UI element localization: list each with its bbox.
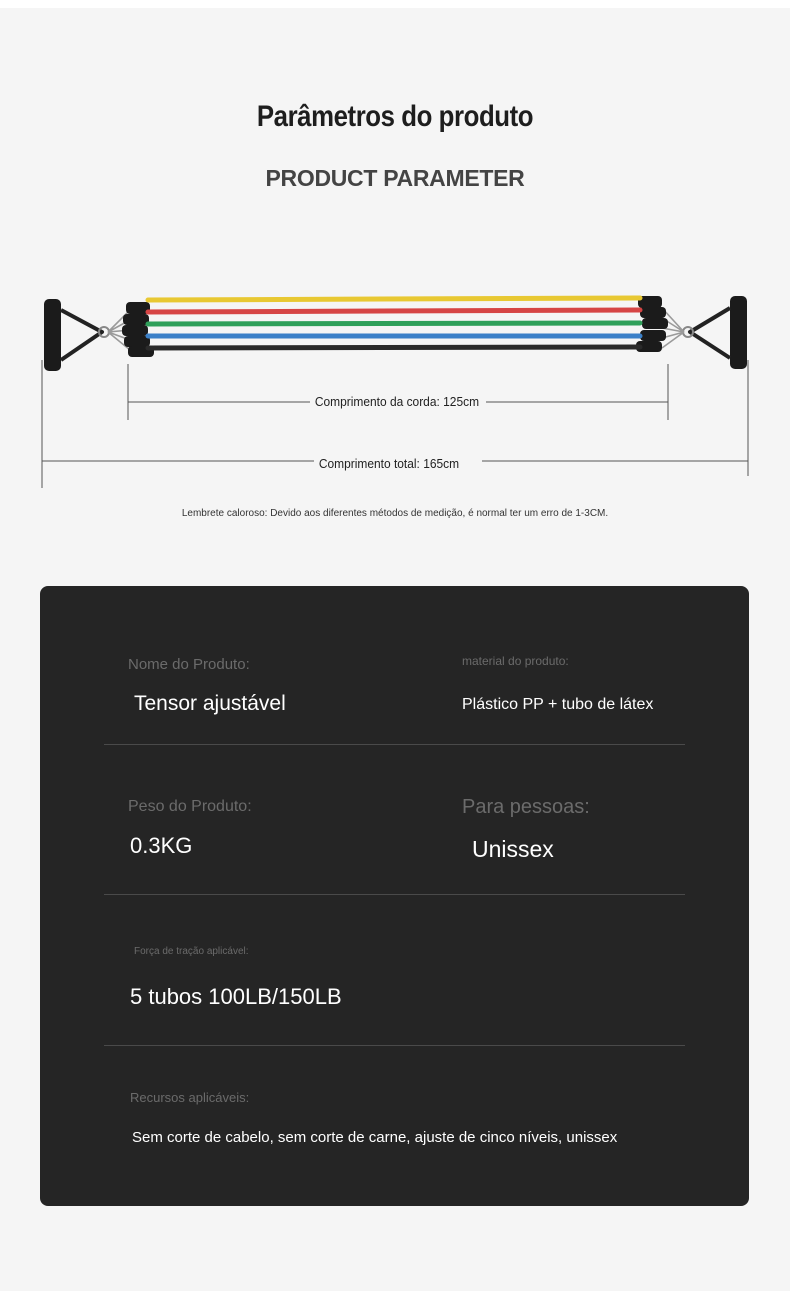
rope-length-label: Comprimento da corda: 125cm	[314, 394, 480, 409]
tension-value: 5 tubos 100LB/150LB	[130, 984, 342, 1009]
features-label: Recursos aplicáveis:	[130, 1090, 250, 1105]
material-value: Plástico PP + tubo de látex	[462, 696, 654, 713]
divider	[104, 894, 685, 895]
resistance-tube	[148, 323, 640, 324]
material-label: material do produto:	[462, 654, 569, 668]
resistance-tubes	[148, 298, 640, 348]
parameters-panel	[40, 586, 749, 1206]
divider	[104, 1045, 685, 1046]
resistance-tube	[148, 298, 640, 300]
resistance-tube	[148, 347, 640, 348]
people-value: Unissex	[472, 836, 554, 862]
left-handle	[44, 299, 154, 371]
right-handle	[636, 296, 747, 369]
divider	[104, 744, 685, 745]
total-length-label: Comprimento total: 165cm	[318, 456, 460, 471]
page-title: Parâmetros do produto	[256, 100, 534, 133]
measurement-note: Lembrete caloroso: Devido aos diferentes métodos de medição, é normal ter um erro de 1-3CM.	[181, 508, 609, 519]
resistance-band-illustration	[0, 280, 790, 500]
weight-label: Peso do Produto:	[128, 798, 252, 815]
weight-value: 0.3KG	[130, 833, 193, 858]
tension-label: Força de tração aplicável:	[134, 946, 249, 957]
top-strip	[0, 0, 790, 8]
resistance-tube	[148, 310, 640, 312]
product-name-value: Tensor ajustável	[134, 692, 286, 715]
features-value: Sem corte de cabelo, sem corte de carne, ajuste de cinco níveis, unissex	[132, 1129, 618, 1146]
page-subtitle: PRODUCT PARAMETER	[265, 165, 525, 191]
people-label: Para pessoas:	[462, 796, 590, 818]
product-name-label: Nome do Produto:	[128, 656, 250, 673]
